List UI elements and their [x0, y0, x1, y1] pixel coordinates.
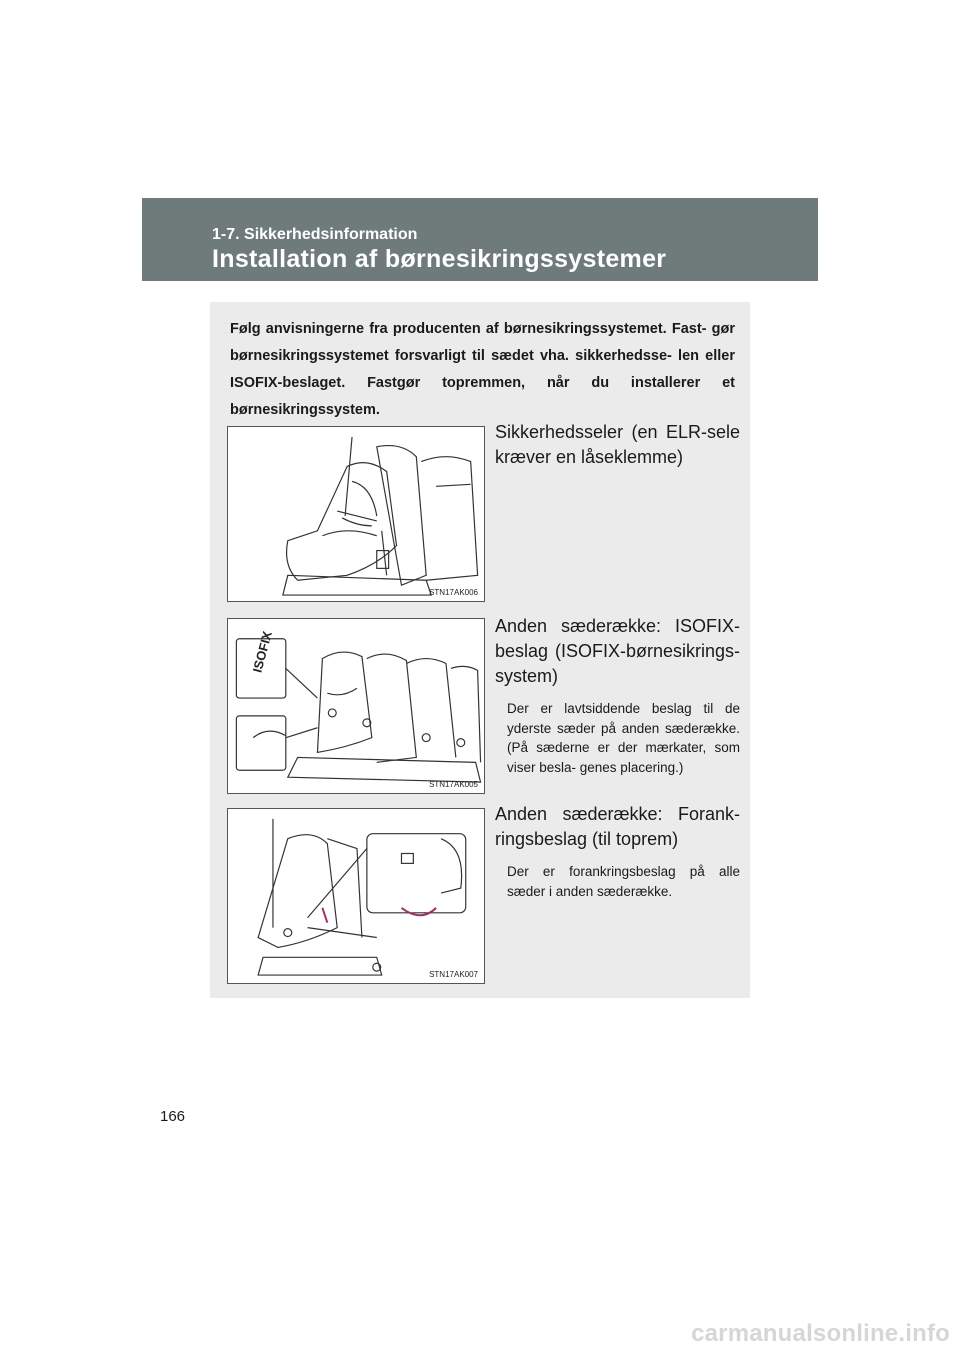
figure-code: STN17AK007: [429, 970, 478, 979]
child-seat-seatbelt-illustration: [228, 427, 484, 601]
item-body: Der er lavtsiddende beslag til de yderste sæder på anden sæderække. (På sæderne er der mærkater, som viser besla- genes placering.): [507, 701, 740, 775]
intro-text: Følg anvisningerne fra producenten af børnesikringssystemet. Fast- gør børnesikringssystemet forsvarligt til sædet vha. sikkerhedsse- len eller ISOFIX-beslaget. Fastgør topremmen, når du installerer et børnesikringssystem.: [230, 321, 735, 418]
section-label: 1-7. Sikkerhedsinformation: [212, 226, 418, 243]
item-heading: Anden sæderække: ISOFIX- beslag (ISOFIX-børnesikrings- system): [495, 616, 740, 686]
figure-code: STN17AK006: [429, 588, 478, 597]
item-body: Der er forankringsbeslag på alle sæder i anden sæderække.: [507, 864, 740, 899]
watermark: carmanualsonline.info: [691, 1320, 950, 1347]
page-number: 166: [160, 1108, 186, 1125]
item-heading: Anden sæderække: Forank- ringsbeslag (til toprem): [495, 804, 740, 849]
item-heading: Sikkerhedsseler (en ELR-sele kræver en låseklemme): [495, 422, 740, 467]
figure-code: STN17AK005: [429, 780, 478, 789]
isofix-label: ISOFIX: [249, 629, 275, 675]
isofix-anchor-illustration: [228, 619, 484, 793]
figure-seatbelt-child-seat: [227, 426, 485, 602]
page-title: Installation af børnesikringssystemer: [212, 245, 667, 273]
page-header: [142, 198, 818, 281]
top-tether-anchor-illustration: [228, 809, 484, 983]
item-tether-anchor: [495, 802, 740, 901]
figure-isofix-anchors: [227, 618, 485, 794]
item-seatbelts: [495, 420, 740, 470]
figure-top-tether-anchors: [227, 808, 485, 984]
content-panel: [210, 302, 750, 998]
item-isofix: [495, 614, 740, 777]
